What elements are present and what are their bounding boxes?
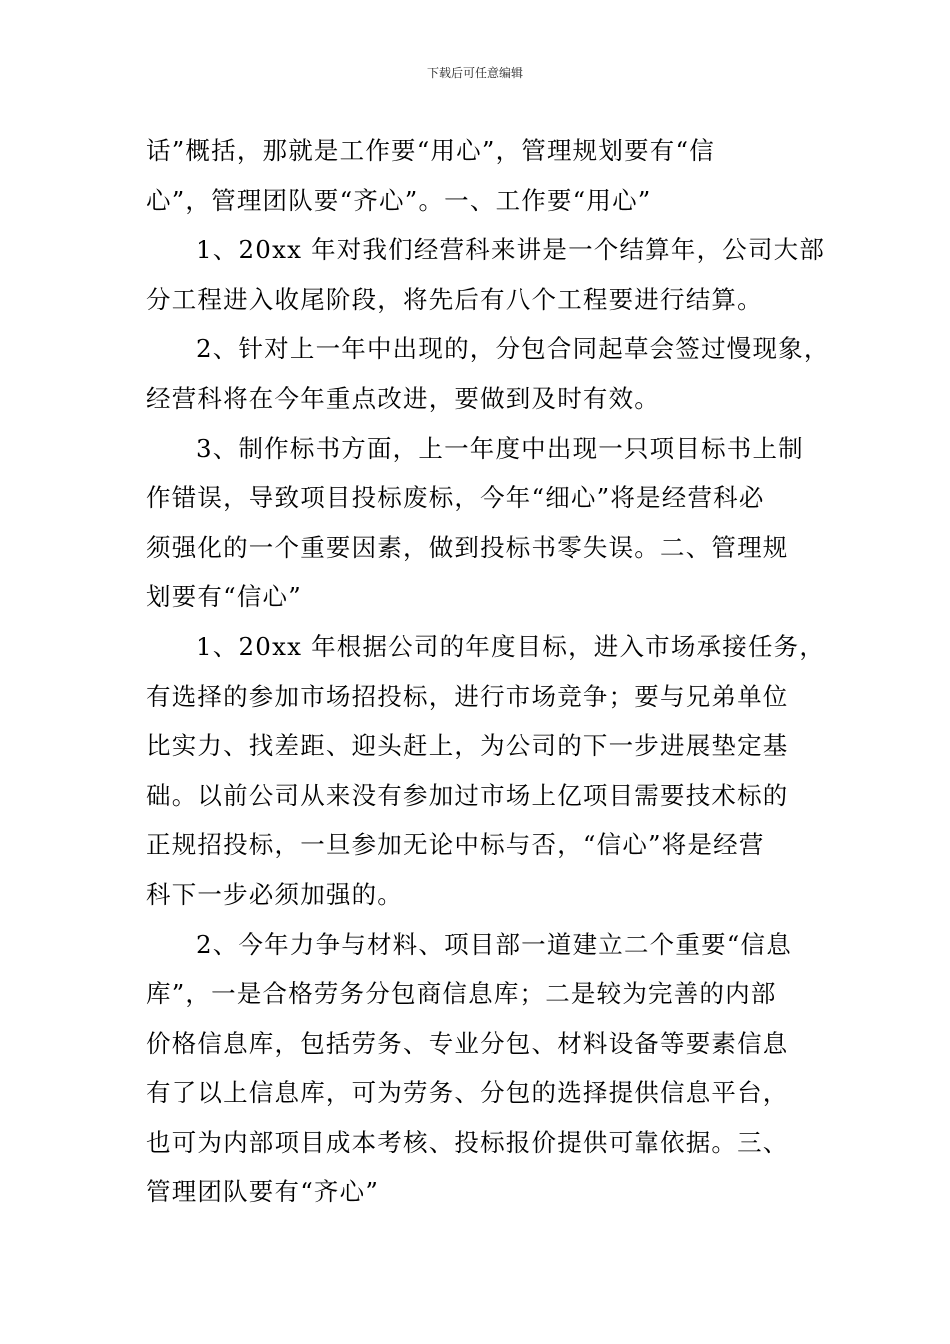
text-line: 比实力、找差距、迎头赶上，为公司的下一步进展垫定基 [146,731,789,761]
page-header-note: 下载后可任意编辑 [426,66,523,80]
text-line: 有了以上信息库，可为劳务、分包的选择提供信息平台， [146,1078,789,1108]
text-line: 2、今年力争与材料、项目部一道建立二个重要“信息 [196,929,792,959]
text-line: 1、20xx 年对我们经营科来讲是一个结算年，公司大部 [196,235,826,265]
text-line: 心”，管理团队要“齐心”。一、工作要“用心” [146,185,652,215]
text-line: 1、20xx 年根据公司的年度目标，进入市场承接任务， [196,631,826,661]
text-line: 3、制作标书方面，上一年度中出现一只项目标书上制 [196,433,804,463]
text-line: 有选择的参加市场招投标，进行市场竞争；要与兄弟单位 [146,681,789,711]
text-line: 管理团队要有“齐心” [146,1177,380,1207]
text-line: 也可为内部项目成本考核、投标报价提供可靠依据。三、 [146,1127,789,1157]
text-line: 划要有“信心” [146,582,302,612]
text-line: 作错误，导致项目投标废标，今年“细心”将是经营科必 [146,483,765,513]
text-line: 话”概括，那就是工作要“用心”，管理规划要有“信 [146,136,715,165]
text-line: 分工程进入收尾阶段，将先后有八个工程要进行结算。 [146,284,763,314]
text-line: 经营科将在今年重点改进，要做到及时有效。 [146,383,660,413]
text-line: 科下一步必须加强的。 [146,879,403,909]
text-line: 正规招投标，一旦参加无论中标与否，“信心”将是经营 [146,830,765,860]
text-line: 2、针对上一年中出现的，分包合同起草会签过慢现象， [196,334,830,364]
text-line: 础。以前公司从来没有参加过市场上亿项目需要技术标的 [146,780,789,810]
text-line: 须强化的一个重要因素，做到投标书零失误。二、管理规 [146,532,789,562]
document-body [146,126,830,1217]
text-line: 价格信息库，包括劳务、专业分包、材料设备等要素信息 [146,1028,789,1058]
text-line: 库”，一是合格劳务分包商信息库；二是较为完善的内部 [146,979,777,1009]
